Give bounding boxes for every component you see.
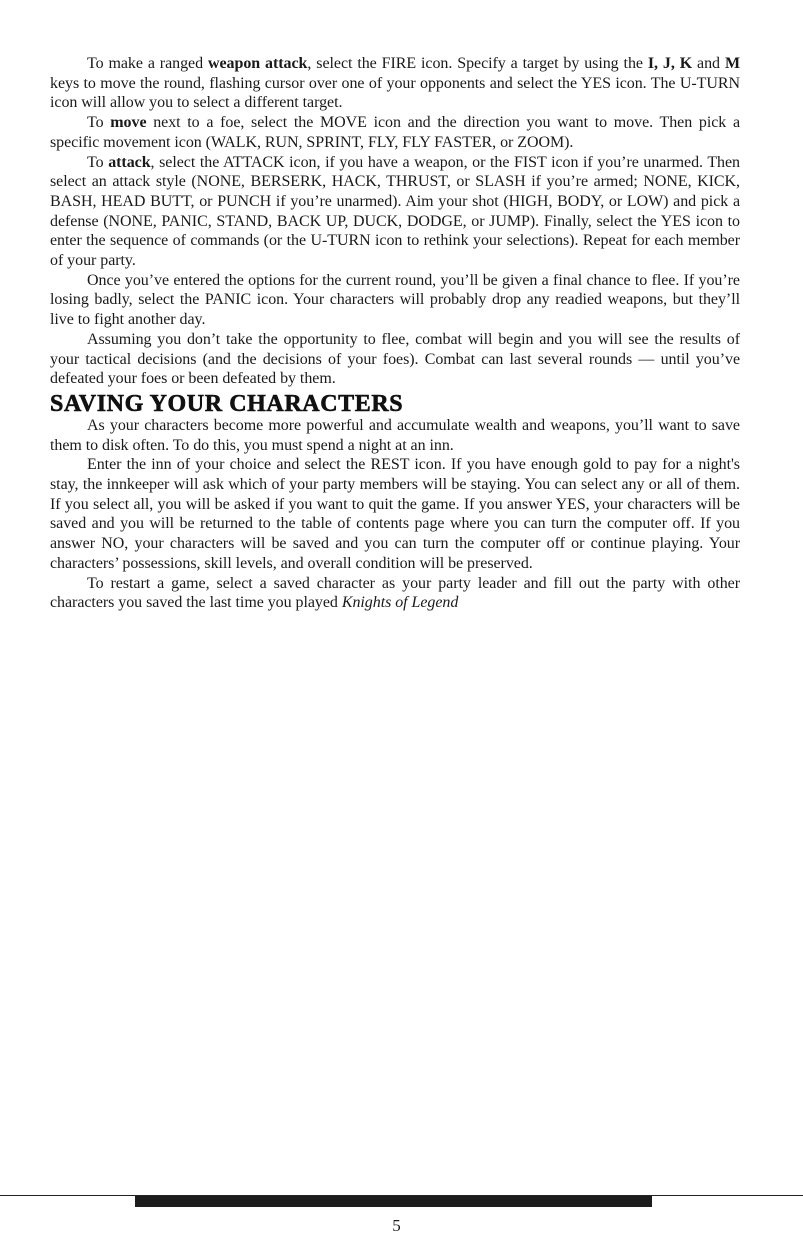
paragraph-save-often: As your characters become more powerful and accumulate wealth and weapons, you’ll want to save them to disk often. To do this, you must spend a night at an inn. (50, 416, 740, 454)
text-run: , select the ATTACK icon, if you have a weapon, or the FIST icon if you’re unarmed. Then select an attack style (NONE, BERSERK, HACK, THRUST, or SLASH if you’re armed; NONE, KICK, BASH, HEAD BUTT, or PUNCH if you’re unarmed). Aim your shot (HIGH, BODY, or LOW) and pick a defense (NONE, PANIC, STAND, BACK UP, DUCK, DODGE, or JUMP). Finally, select the YES icon to enter the sequence of commands (or the U-TURN icon to rethink your selections). Repeat for each member of your party. (50, 153, 740, 270)
text-run: keys to move the round, flashing cursor over one of your opponents and select the YES icon. The U-TURN icon will allow you to select a different target. (50, 74, 740, 112)
paragraph-weapon-attack (50, 54, 740, 113)
text-run: , select the FIRE icon. Specify a target by using the (307, 55, 648, 72)
text-run: To (87, 153, 109, 171)
paragraph-flee: Once you’ve entered the options for the current round, you’ll be given a final chance to flee. If you’re losing badly, select the PANIC icon. Your characters will probably drop any readied weapons, but they’ll live to fight another day. (50, 271, 740, 329)
text-run: and (692, 55, 725, 72)
page-number: 5 (392, 1216, 401, 1235)
page-body (50, 54, 740, 613)
term-weapon-attack: weapon attack (207, 55, 308, 72)
paragraph-move (50, 113, 740, 152)
footer-rule-thick (135, 1196, 652, 1207)
game-title: Knights of Legend (341, 594, 459, 612)
paragraph-attack (50, 153, 740, 271)
paragraph-restart (50, 574, 740, 613)
text-run: To (87, 114, 111, 132)
paragraph-combat-results: Assuming you don’t take the opportunity to flee, combat will begin and you will see the results of your tactical decisions (and the decisions of your foes). Combat can last several rounds — until you’ve defeated your foes or been defeated by them. (50, 330, 740, 388)
term-move: move (110, 114, 147, 132)
section-heading-saving: SAVING YOUR CHARACTERS (50, 390, 404, 417)
keys-ijk: I, J, K (647, 55, 693, 72)
paragraph-inn-rest: Enter the inn of your choice and select the REST icon. If you have enough gold to pay for a night's stay, the innkeeper will ask which of your party members will be staying. You can select any or all of them. If you select all, you will be asked if you want to quit the game. If you answer YES, your characters will be saved and you will be returned to the table of contents page where you can turn the computer off. If you answer NO, your characters will be saved and you can turn the computer off or continue playing. Your characters’ possessions, skill levels, and overall condition will be preserved. (50, 456, 740, 572)
key-m: M (724, 55, 740, 72)
text-run: To restart a game, select a saved character as your party leader and fill out the party with other characters you saved the last time you played (50, 574, 740, 612)
term-attack: attack (108, 153, 151, 171)
text-run: To make a ranged (87, 55, 208, 72)
text-run: next to a foe, select the MOVE icon and the direction you want to move. Then pick a specific movement icon (WALK, RUN, SPRINT, FLY, FLY FASTER, or ZOOM). (50, 114, 741, 151)
